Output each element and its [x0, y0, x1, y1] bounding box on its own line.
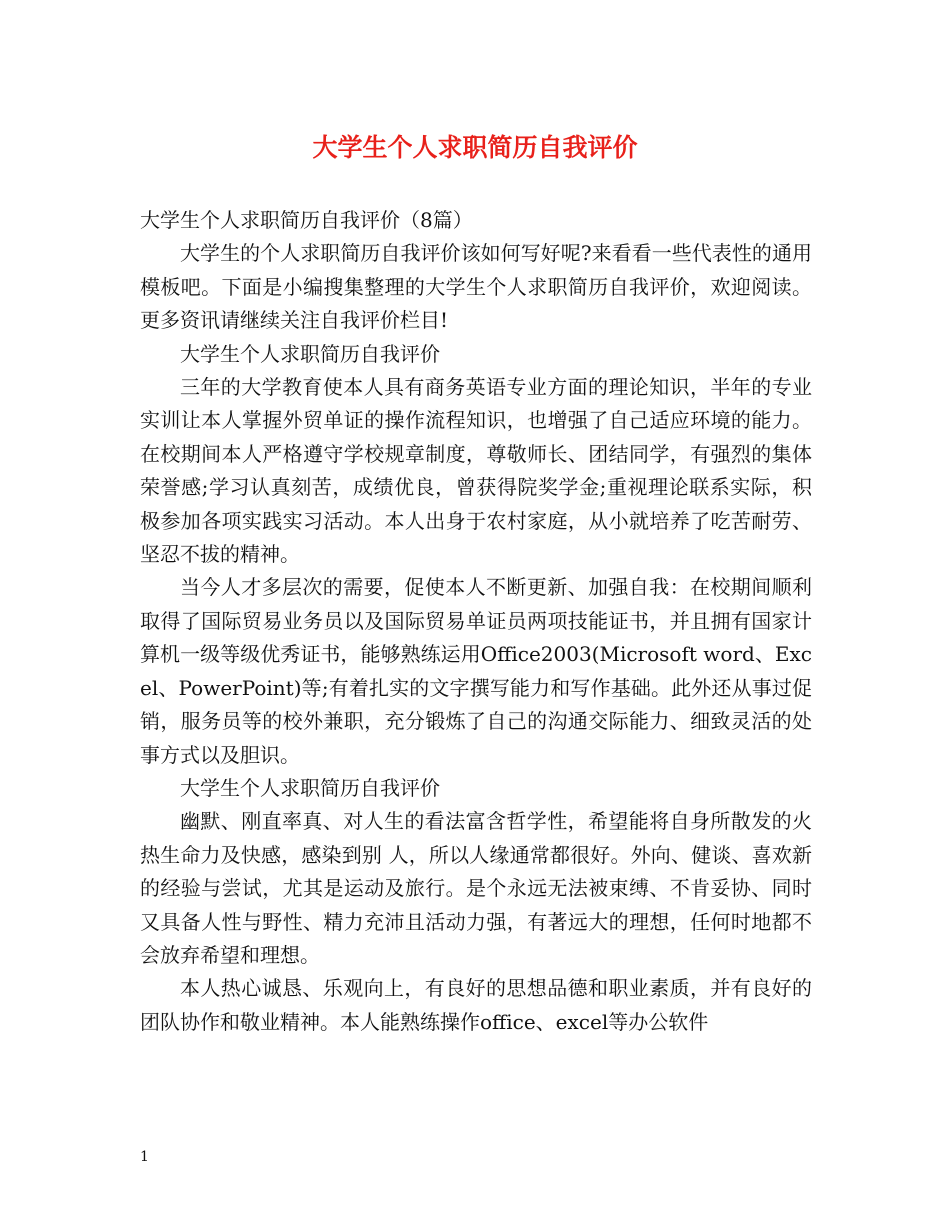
paragraph-skills: 当今人才多层次的需要，促使本人不断更新、加强自我：在校期间顺利取得了国际贸易业务员以及国际贸易单证员两项技能证书，并且拥有国家计算机一级等级优秀证书，能够熟练运用Office2003(Microsoft word、Excel、PowerPoint)等;有着扎实的文字撰写能力和写作基础。此外还从事过促销，服务员等的校外兼职，充分锻炼了自己的沟通交际能力、细致灵活的处事方式以及胆识。	[140, 575, 812, 767]
paragraph-personality: 幽默、刚直率真、对人生的看法富含哲学性，希望能将自身所散发的火热生命力及快感，感染到别 人，所以人缘通常都很好。外向、健谈、喜欢新的经验与尝试，尤其是运动及旅行。是个永远无法被束缚、不肯妥协、同时又具备人性与野性、精力充沛且活动力强，有著远大的理想，任何时地都不会放弃希望和理想。	[140, 809, 812, 967]
section-heading-2: 大学生个人求职简历自我评价	[180, 775, 440, 800]
document-body	[140, 204, 812, 1039]
section-heading-1: 大学生个人求职简历自我评价	[180, 341, 440, 366]
paragraph-intro: 大学生的个人求职简历自我评价该如何写好呢?来看看一些代表性的通用模板吧。下面是小编搜集整理的大学生个人求职简历自我评价，欢迎阅读。更多资讯请继续关注自我评价栏目!	[140, 241, 812, 333]
page-number: 1	[140, 1149, 149, 1165]
paragraph-subtitle: 大学生个人求职简历自我评价（8篇）	[140, 208, 473, 232]
document-title: 大学生个人求职简历自我评价	[312, 133, 638, 162]
paragraph-education: 三年的大学教育使本人具有商务英语专业方面的理论知识，半年的专业实训让本人掌握外贸单证的操作流程知识，也增强了自己适应环境的能力。在校期间本人严格遵守学校规章制度，尊敬师长、团结同学，有强烈的集体荣誉感;学习认真刻苦，成绩优良，曾获得院奖学金;重视理论联系实际，积极参加各项实践实习活动。本人出身于农村家庭，从小就培养了吃苦耐劳、坚忍不拔的精神。	[140, 375, 812, 567]
paragraph-character: 本人热心诚恳、乐观向上，有良好的思想品德和职业素质，并有良好的团队协作和敬业精神。本人能熟练操作office、excel等办公软件	[140, 976, 812, 1034]
